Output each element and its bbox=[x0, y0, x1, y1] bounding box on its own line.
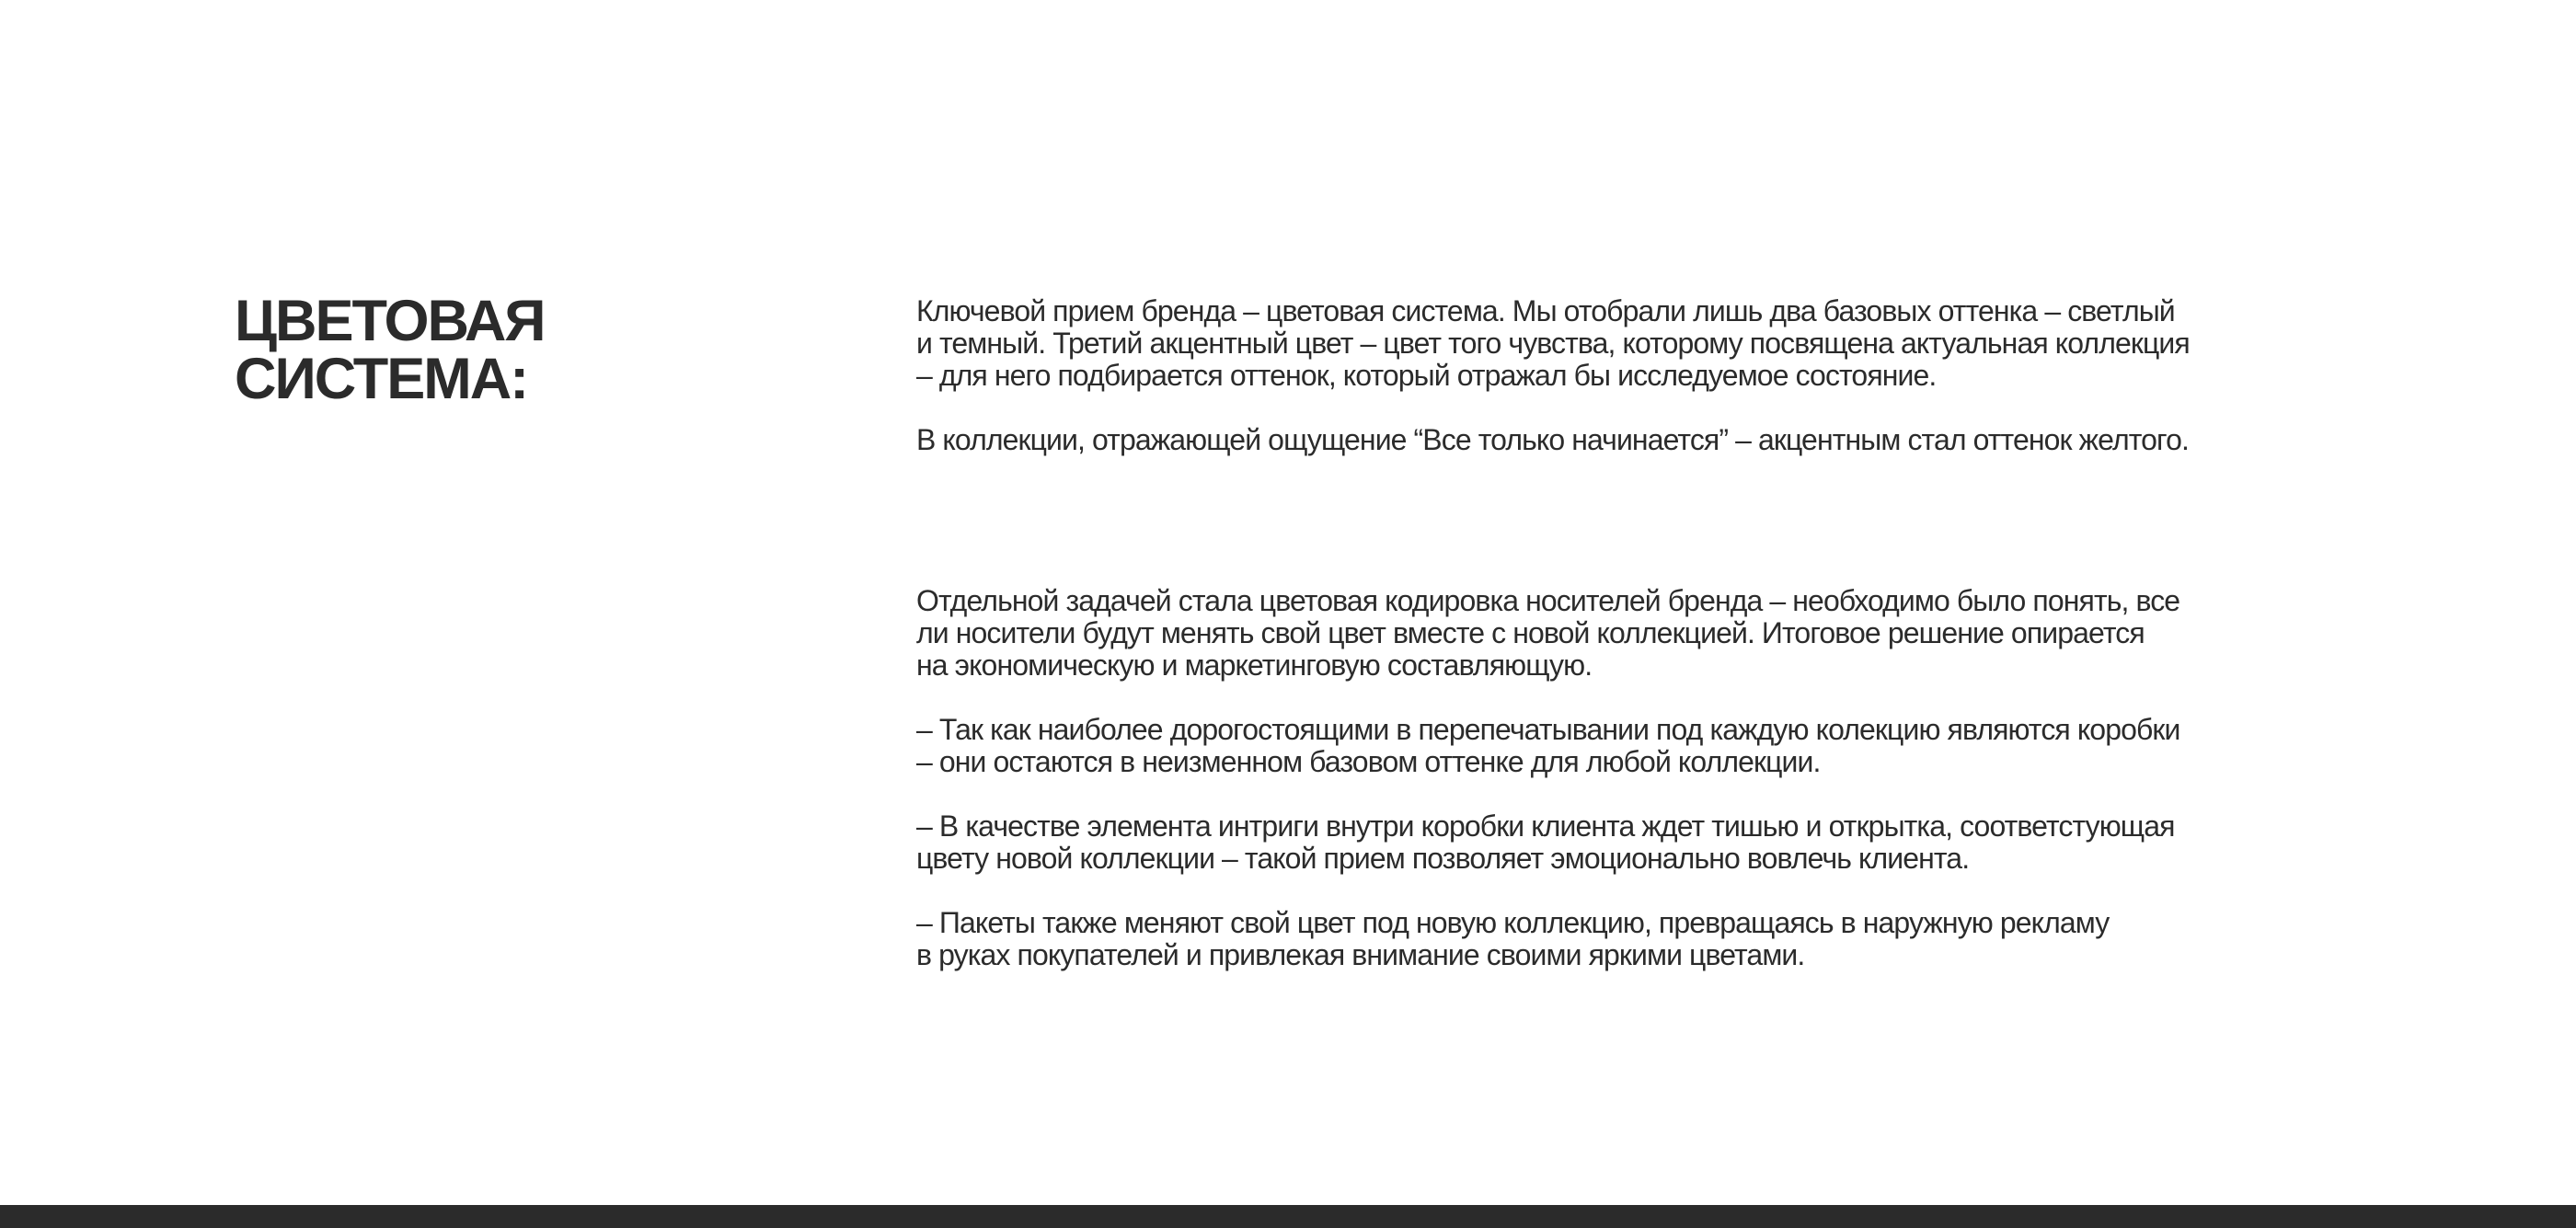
paragraph-boxes bbox=[916, 714, 2388, 778]
paragraph-bags bbox=[916, 907, 2388, 971]
text-line: – Пакеты также меняют свой цвет под новую коллекцию, превращаясь в наружную рекламу bbox=[916, 906, 2110, 939]
text-line: – они остаются в неизменном базовом оттенке для любой коллекции. bbox=[916, 745, 1821, 778]
text-line: Ключевой прием бренда – цветовая система. Мы отобрали лишь два базовых оттенка – светлый bbox=[916, 294, 2175, 327]
paragraph-intrigue-card bbox=[916, 810, 2388, 875]
text-line: цвету новой коллекции – такой прием позволяет эмоционально вовлечь клиента. bbox=[916, 842, 1970, 875]
footer-bar bbox=[0, 1205, 2576, 1228]
section-heading-line-1: ЦВЕТОВАЯ bbox=[235, 289, 545, 353]
carriers-text-block bbox=[916, 585, 2388, 971]
text-line: в руках покупателей и привлекая внимание своими яркими цветами. bbox=[916, 938, 1805, 971]
paragraph-color-system bbox=[916, 295, 2388, 392]
paragraph-accent-yellow bbox=[916, 424, 2388, 456]
text-line: Отдельной задачей стала цветовая кодировка носителей бренда – необходимо было понять, все bbox=[916, 584, 2180, 617]
text-line: ли носители будут менять свой цвет вместе с новой коллекцией. Итоговое решение опирается bbox=[916, 616, 2145, 649]
intro-text-block bbox=[916, 295, 2388, 456]
text-line: – для него подбирается оттенок, который отражал бы исследуемое состояние. bbox=[916, 359, 1937, 392]
text-line: – В качестве элемента интриги внутри коробки клиента ждет тишью и открытка, соответстующая bbox=[916, 809, 2175, 843]
section-heading bbox=[235, 289, 545, 411]
text-line: и темный. Третий акцентный цвет – цвет того чувства, которому посвящена актуальная коллекция bbox=[916, 327, 2190, 360]
text-line: В коллекции, отражающей ощущение “Все только начинается” – акцентным стал оттенок желтого. bbox=[916, 423, 2189, 456]
text-line: – Так как наиболее дорогостоящими в перепечатывании под каждую колекцию являются коробки bbox=[916, 713, 2180, 746]
section-heading-line-2: СИСТЕМА: bbox=[235, 347, 528, 411]
paragraph-carriers-coding bbox=[916, 585, 2388, 682]
text-line: на экономическую и маркетинговую составляющую. bbox=[916, 648, 1593, 682]
